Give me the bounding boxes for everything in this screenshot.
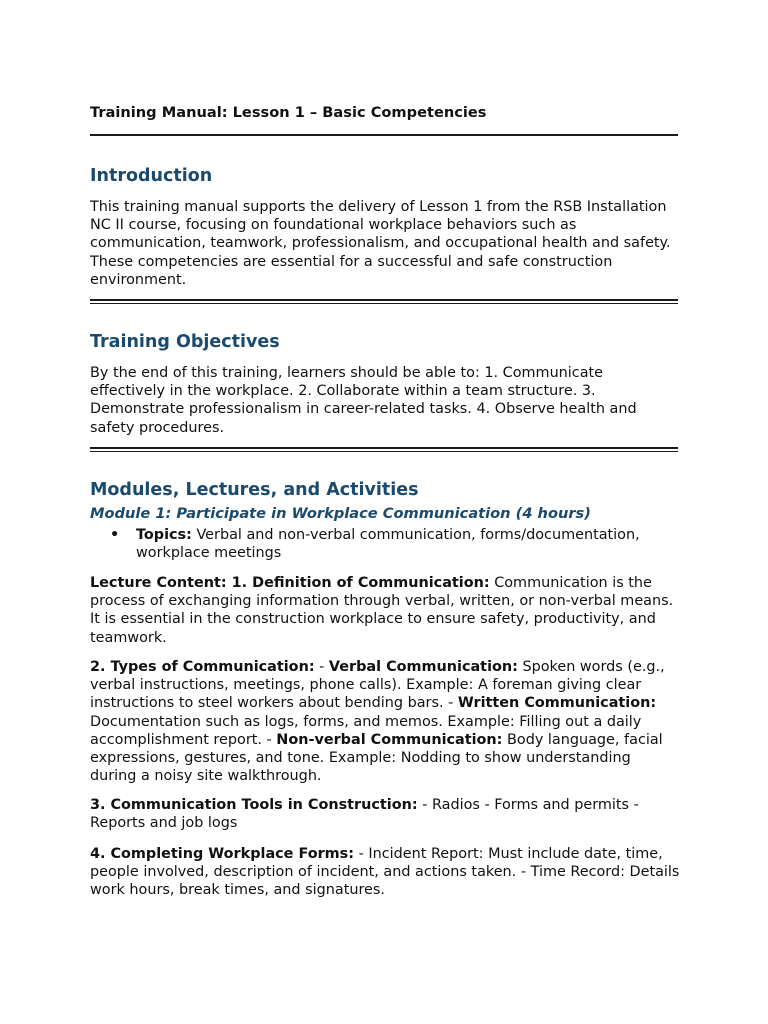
verbal-label: Verbal Communication: (328, 659, 518, 675)
objectives-paragraph: By the end of this training, learners should be able to: 1. Communicate effectively in the workplace. 2. Collaborate within a team structure. 3. Demonstrate professionalism in career-related tasks. 4. Observe health and safety procedures. (90, 365, 637, 436)
lecture-label: Lecture Content: 1. Definition of Communication: (90, 575, 490, 591)
introduction-heading: Introduction (90, 166, 213, 186)
tools-paragraph (90, 796, 680, 832)
forms-paragraph (90, 845, 680, 900)
topics-list-item (90, 526, 680, 562)
lecture-text: Communication is the process of exchanging information through verbal, written, or non-verbal means. It is essential in the construction workplace to ensure safety, productivity, and teamwork. (90, 575, 674, 646)
topics-text (136, 526, 680, 562)
tools-label: 3. Communication Tools in Construction: (90, 797, 418, 813)
nonverbal-label: Non-verbal Communication: (276, 731, 503, 748)
forms-label: 4. Completing Workplace Forms: (90, 846, 354, 862)
bullet-icon: • (110, 527, 120, 543)
forms-text: - Incident Report: Must include date, time, people involved, description of incident, and actions taken. - Time Record: Details work hours, break times, and signatures. (90, 846, 680, 899)
introduction-paragraph: This training manual supports the delivery of Lesson 1 from the RSB Installation NC II course, focusing on foundational workplace behaviors such as communication, teamwork, professionalism, and occupational health and safety. These competencies are essential for a successful and safe construction environment. (90, 199, 671, 288)
objectives-heading: Training Objectives (90, 332, 280, 352)
types-separator: - (314, 659, 329, 675)
introduction-divider (90, 299, 678, 304)
lecture-paragraph (90, 574, 680, 647)
objectives-divider (90, 447, 678, 452)
title-divider (90, 134, 678, 136)
document-title: Training Manual: Lesson 1 – Basic Competencies (90, 104, 487, 121)
types-label: 2. Types of Communication: (90, 659, 315, 675)
topics-content: Verbal and non-verbal communication, forms/documentation, workplace meetings (136, 527, 640, 562)
topics-label: Topics: (136, 527, 192, 543)
types-paragraph (90, 658, 680, 785)
module-1-title: Module 1: Participate in Workplace Communication (4 hours) (90, 505, 591, 522)
modules-heading: Modules, Lectures, and Activities (90, 480, 419, 500)
written-text: Documentation such as logs, forms, and memos. Example: Filling out a daily accomplishment report. - (90, 713, 642, 748)
nonverbal-text: Body language, facial expressions, gestures, and tone. Example: Nodding to show understanding during a noisy site walkthrough. (90, 731, 663, 785)
written-label: Written Communication: (457, 695, 657, 712)
tools-text: - Radios - Forms and permits - Reports and job logs (90, 797, 639, 832)
verbal-text: Spoken words (e.g., verbal instructions, meetings, phone calls). Example: A foreman giving clear instructions to steel workers about bending bars. - (90, 659, 665, 712)
